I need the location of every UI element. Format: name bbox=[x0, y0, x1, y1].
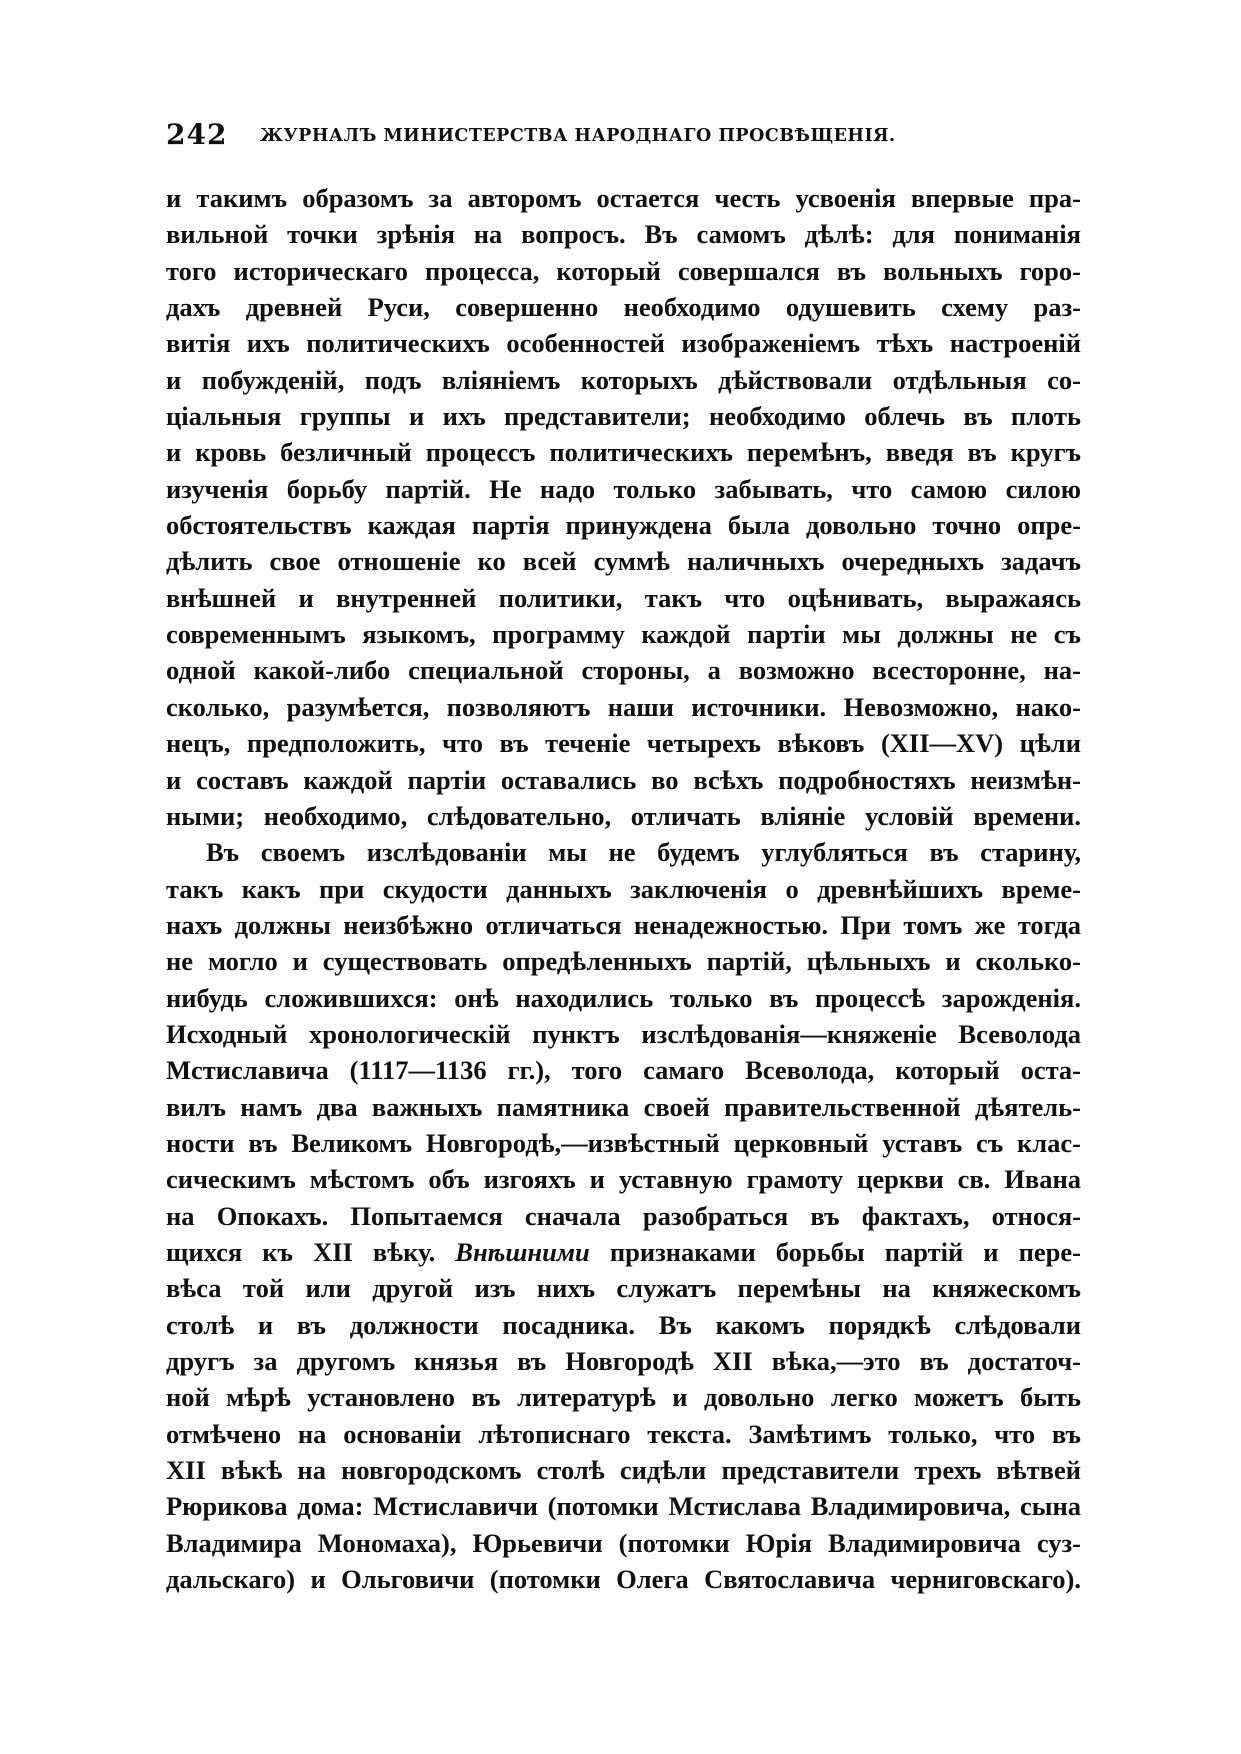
text-line: на Опокахъ. Попытаемся сначала разобраться въ фактахъ, относя- bbox=[166, 1200, 1081, 1231]
text-line: того историческаго процесса, который совершался въ вольныхъ горо- bbox=[166, 255, 1081, 286]
text-line: и побужденій, подъ вліяніемъ которыхъ дѣйствовали отдѣльныя со- bbox=[166, 364, 1081, 395]
text-line: дахъ древней Руси, совершенно необходимо одушевить схему раз- bbox=[166, 292, 1081, 323]
text-line: и составъ каждой партіи оставались во всѣхъ подробностяхъ неизмѣн- bbox=[166, 764, 1081, 795]
text-line: вильной точки зрѣнія на вопросъ. Въ самомъ дѣлѣ: для пониманія bbox=[166, 219, 1081, 250]
text-line: Рюрикова дома: Мстиславичи (потомки Мстислава Владимировича, сына bbox=[166, 1491, 1081, 1522]
text-line: и такимъ образомъ за авторомъ остается честь усвоенія впервые пра- bbox=[166, 183, 1081, 213]
text-line: сическимъ мѣстомъ объ изгояхъ и уставную грамоту церкви св. Ивана bbox=[166, 1164, 1081, 1195]
text-line: не могло и существовать опредѣленныхъ партій, цѣльныхъ и сколько- bbox=[166, 946, 1081, 977]
page-header bbox=[166, 118, 1081, 158]
text-line: Въ своемъ изслѣдованіи мы не будемъ углубляться въ старину, bbox=[206, 837, 1081, 868]
text-line-with-italic bbox=[166, 1234, 1081, 1270]
text-line: современнымъ языкомъ, программу каждой партіи мы должны не съ bbox=[166, 619, 1081, 650]
text-line: одной какой-либо специальной стороны, а возможно всесторонне, на- bbox=[166, 655, 1081, 686]
text-line: Мстиславича (1117—1136 гг.), того самаго Всеволода, который оста- bbox=[166, 1055, 1081, 1086]
text-line: вилъ намъ два важныхъ памятника своей правительственной дѣятель- bbox=[166, 1091, 1081, 1122]
text-line: нахъ должны неизбѣжно отличаться ненадежностью. При томъ же тогда bbox=[166, 909, 1081, 940]
text-line: столѣ и въ должности посадника. Въ какомъ порядкѣ слѣдовали bbox=[166, 1309, 1081, 1340]
body-text bbox=[166, 180, 1081, 1597]
text-line: нецъ, предположить, что въ теченіе четырехъ вѣковъ (XII—XV) цѣли bbox=[166, 728, 1081, 759]
text-line: ціальныя группы и ихъ представители; необходимо облечь въ плоть bbox=[166, 401, 1081, 432]
text-line: такъ какъ при скудости данныхъ заключенія о древнѣйшихъ време- bbox=[166, 873, 1081, 904]
paragraph-2 bbox=[166, 834, 1081, 1597]
italic-emphasis: Внѣшними bbox=[455, 1236, 590, 1267]
page-number: 242 bbox=[166, 118, 228, 151]
text-fragment: щихся къ XII вѣку. bbox=[166, 1236, 456, 1267]
text-line: ной мѣрѣ установлено въ литературѣ и довольно легко можетъ быть bbox=[166, 1382, 1081, 1413]
text-line: изученія борьбу партій. Не надо только забывать, что самою силою bbox=[166, 473, 1081, 504]
text-line: XII вѣкѣ на новгородскомъ столѣ сидѣли представители трехъ вѣтвей bbox=[166, 1455, 1081, 1486]
text-line: дѣлить свое отношеніе ко всей суммѣ наличныхъ очередныхъ задачъ bbox=[166, 546, 1081, 577]
text-line: сколько, разумѣется, позволяютъ наши источники. Невозможно, нако- bbox=[166, 691, 1081, 722]
text-fragment: признаками борьбы партій и пере- bbox=[589, 1236, 1081, 1267]
text-line: отмѣчено на основаніи лѣтописнаго текста. Замѣтимъ только, что въ bbox=[166, 1418, 1081, 1449]
running-title: ЖУРНАЛЪ МИНИСТЕРСТВА НАРОДНАГО ПРОСВѢЩЕНІЯ. bbox=[260, 126, 896, 146]
text-line: ности въ Великомъ Новгородѣ,—извѣстный церковный уставъ съ клас- bbox=[166, 1127, 1081, 1158]
text-line: витія ихъ политическихъ особенностей изображеніемъ тѣхъ настроеній bbox=[166, 328, 1081, 359]
paragraph-1 bbox=[166, 180, 1081, 834]
text-line: обстоятельствъ каждая партія принуждена была довольно точно опре- bbox=[166, 510, 1081, 541]
text-line: дальскаго) и Ольговичи (потомки Олега Святославича черниговскаго). bbox=[166, 1564, 1081, 1595]
text-line: и кровь безличный процессъ политическихъ перемѣнъ, введя въ кругъ bbox=[166, 437, 1081, 468]
text-line: внѣшней и внутренней политики, такъ что оцѣнивать, выражаясь bbox=[166, 582, 1081, 613]
text-line: нибудь сложившихся: онѣ находились только въ процессѣ зарожденія. bbox=[166, 982, 1081, 1013]
text-line: другъ за другомъ князья въ Новгородѣ XII вѣка,—это въ достаточ- bbox=[166, 1346, 1081, 1376]
text-line: Владимира Мономаха), Юрьевичи (потомки Юрія Владимировича суз- bbox=[166, 1527, 1081, 1558]
text-line: Исходный хронологическій пунктъ изслѣдованія—княженіе Всеволода bbox=[166, 1018, 1081, 1049]
text-line: вѣса той или другой изъ нихъ служатъ перемѣны на княжескомъ bbox=[166, 1273, 1081, 1304]
text-line: ными; необходимо, слѣдовательно, отличать вліяніе условій времени. bbox=[166, 800, 1081, 831]
